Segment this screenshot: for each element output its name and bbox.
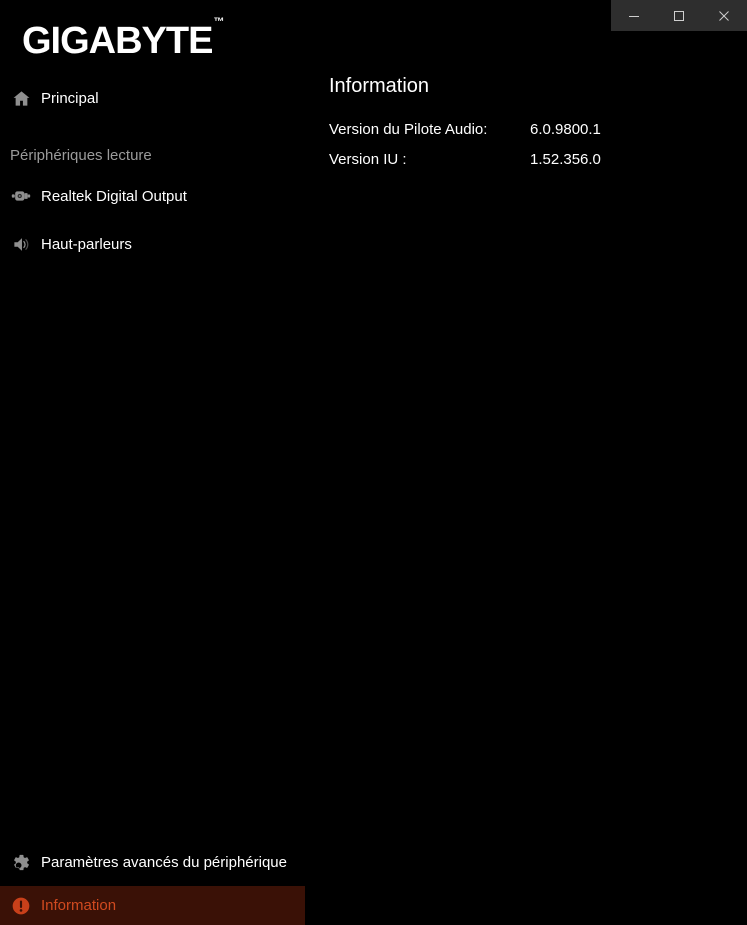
sidebar-item-information[interactable] [0, 886, 305, 925]
playback-devices-section-label: Périphériques lecture [10, 147, 152, 164]
maximize-icon [673, 10, 685, 22]
sidebar-item-label: Paramètres avancés du périphérique [41, 853, 287, 871]
sidebar-item-haut-parleurs[interactable] [0, 229, 305, 259]
optical-output-icon [11, 186, 31, 206]
gear-icon [11, 852, 31, 872]
close-icon [718, 10, 730, 22]
ui-version-value: 1.52.356.0 [530, 151, 601, 168]
sidebar-item-realtek-digital-output[interactable] [0, 181, 305, 211]
page-title: Information [329, 75, 430, 97]
alert-icon [11, 896, 31, 916]
close-button[interactable] [702, 0, 747, 31]
maximize-button[interactable] [656, 0, 701, 31]
home-icon [11, 88, 31, 108]
sidebar-item-label: Principal [41, 89, 99, 107]
sidebar-item-label: Realtek Digital Output [41, 187, 187, 205]
logo-text: GIGABYTE [22, 20, 213, 62]
sidebar-item-principal[interactable] [0, 83, 305, 113]
info-row-ui-version [329, 151, 601, 168]
speaker-icon [11, 234, 31, 254]
driver-version-value: 6.0.9800.1 [530, 121, 601, 138]
sidebar-item-label: Information [41, 897, 117, 914]
sidebar-item-parametres-avances[interactable] [0, 847, 305, 877]
minimize-icon [628, 10, 640, 22]
gigabyte-logo [22, 16, 225, 62]
titlebar [611, 0, 747, 31]
info-row-driver-version [329, 121, 601, 138]
trademark: ™ [213, 16, 225, 29]
driver-version-label: Version du Pilote Audio: [329, 121, 488, 138]
ui-version-label: Version IU : [329, 151, 407, 168]
minimize-button[interactable] [611, 0, 656, 31]
sidebar-item-label: Haut-parleurs [41, 235, 132, 253]
